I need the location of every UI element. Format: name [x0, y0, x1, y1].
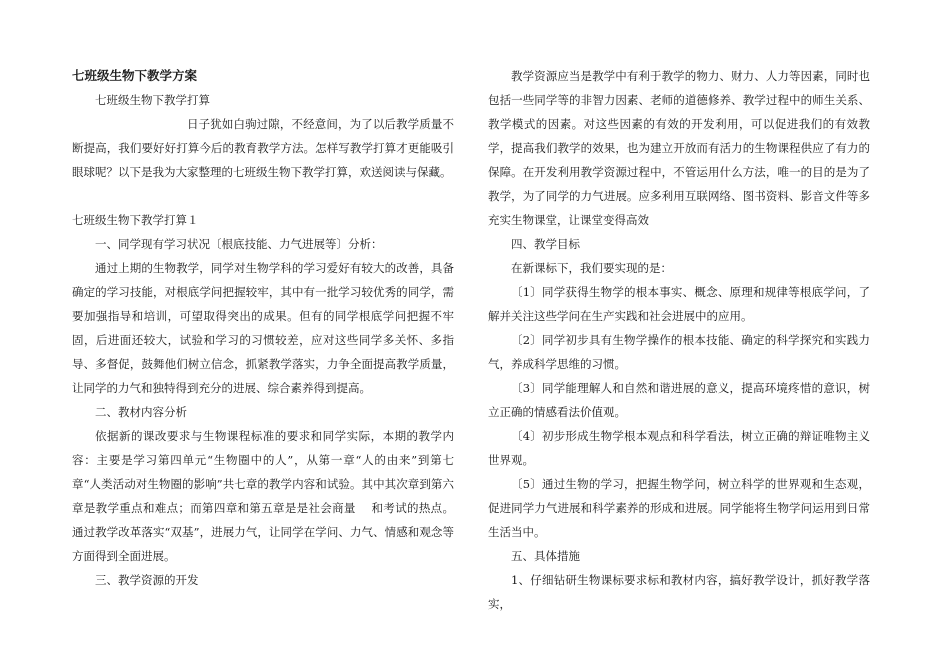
goal-item-2: 〔2〕同学初步具有生物学操作的根本技能、确定的科学探究和实践力气，养成科学思维的习惯。 — [488, 333, 870, 371]
goal-item-5: 〔5〕通过生物的学习，把握生物学问，树立科学的世界观和生态观，促进同学力气进展和科学素养的形成和进展。同学能将生物学问运用到日常生活当中。 — [488, 477, 870, 539]
heading-5: 五、具体措施 — [511, 549, 580, 563]
heading-4: 四、教学目标 — [511, 237, 580, 251]
document-title: 七班级生物下教学方案 — [72, 68, 198, 83]
intro-paragraph: 日子犹如白驹过隙，不经意间，为了以后教学质量不断提高，我们要好好打算今后的教育教学方法。怎样写教学打算才更能吸引眼球呢？以下是我为大家整理的七班级生物下教学打算，欢送阅读与保藏。 — [72, 117, 454, 179]
paragraph-2: 依据新的课改要求与生物课程标准的要求和同学实际，本期的教学内容：主要是学习第四单元“生物圈中的人”，从第一章“人的由来”到第七章“人类活动对生物圈的影响”共七章的教学内容和试验。其中其次章到第六章是教学重点和难点；而第四章和第五章是是社会商量 和考试的热点。通过教学改革落实“双基”，进展力气，让同学在学问、力气、情感和观念等方面得到全面进展。 — [72, 429, 454, 563]
paragraph-1: 通过上期的生物教学，同学对生物学科的学习爱好有较大的改善，具备确定的学习技能，对根底学问把握较牢，其中有一批学习较优秀的同学，需要加强指导和培训，可望取得突出的成果。但有的同学根底学问把握不牢固，后进面还较大，试验和学习的习惯较差，应对这些同学多关怀、多指导、多督促，鼓舞他们树立信念，抓紧教学落实，力争全面提高教学质量，让同学的力气和独特得到充分的进展、综合素养得到提高。 — [72, 261, 454, 395]
heading-2: 二、教材内容分析 — [95, 405, 187, 419]
heading-3: 三、教学资源的开发 — [95, 573, 199, 587]
measure-item-1: 1、仔细钻研生物课标要求标和教材内容，搞好教学设计，抓好教学落实， — [488, 573, 870, 611]
resources-paragraph: 教学资源应当是教学中有利于教学的物力、财力、人力等因素，同时也包括一些同学等的非智力因素、老师的道德修养、教学过程中的师生关系、教学模式的因素。对这些因素的有效的开发利用，可以促进我们的有效教学，提高我们教学的效果，也为建立开放而有活力的生物课程供应了有力的保障。在开发利用教学资源过程中，不管运用什么方法，唯一的目的是为了教学，为了同学的力气进展。应多利用互联网络、图书资料、影音文件等多充实生物课堂，让课堂变得高效 — [488, 69, 870, 227]
section-title: 七班级生物下教学打算１ — [72, 213, 199, 227]
document-subtitle: 七班级生物下教学打算 — [95, 93, 210, 107]
right-column — [488, 64, 870, 616]
goal-item-1: 〔1〕同学获得生物学的根本事实、概念、原理和规律等根底学问，了解并关注这些学问在生产实践和社会进展中的应用。 — [488, 285, 870, 323]
goal-item-3: 〔3〕同学能理解人和自然和谐进展的意义，提高环境疼惜的意识，树立正确的情感看法价值观。 — [488, 381, 870, 419]
heading-1: 一、同学现有学习状况〔根底技能、力气进展等〕分析： — [95, 237, 383, 251]
spacer — [72, 184, 454, 208]
goals-intro: 在新课标下，我们要实现的是： — [511, 261, 672, 275]
goal-item-4: 〔4〕初步形成生物学根本观点和科学看法，树立正确的辩证唯物主义世界观。 — [488, 429, 870, 467]
left-column — [72, 64, 454, 592]
